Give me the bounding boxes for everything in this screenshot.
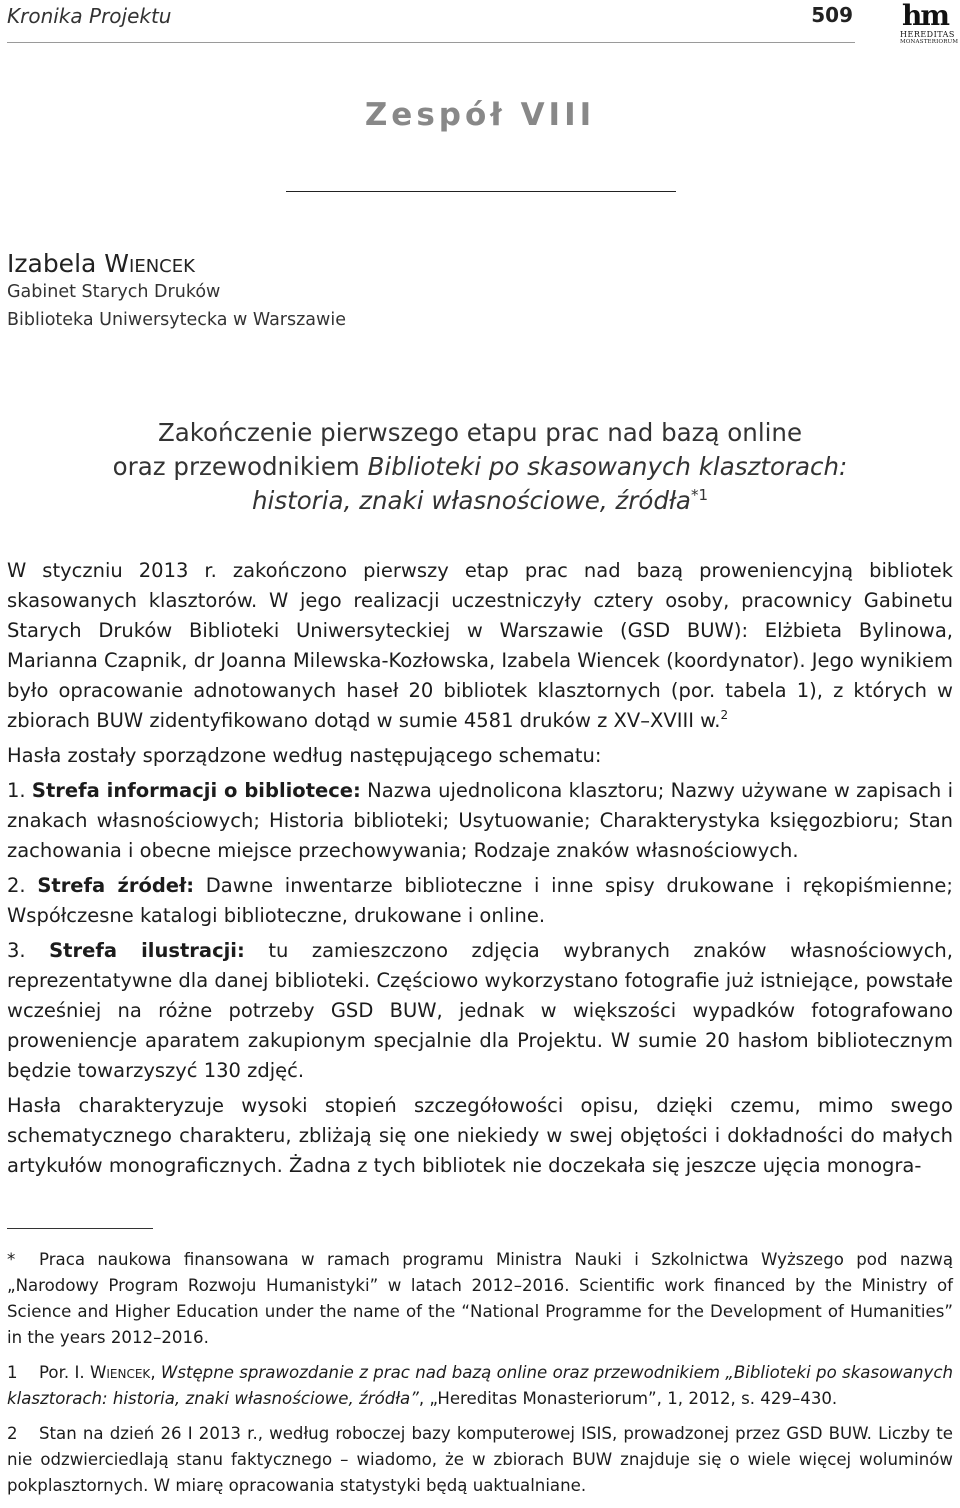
schema-item-2: 2. Strefa źródeł: Dawne inwentarze biblioteczne i inne spisy drukowane i rękopiśmienne; Współczesne katalogi biblioteczne, drukowane i online. — [7, 874, 953, 927]
footnote-divider — [7, 1228, 153, 1229]
logo-line-1: HEREDITAS — [900, 30, 955, 39]
hereditas-logo — [900, 2, 958, 46]
body-paragraph-1: W styczniu 2013 r. zakończono pierwszy etap prac nad bazą proweniencyjną bibliotek skasowanych klasztorów. W jego realizacji uczestniczyły cztery osoby, pracownicy Gabinetu Starych Druków Biblioteki Uniwersyteckiej w Warszawie (GSD BUW): Elżbieta Bylinowa, Marianna Czapnik, dr Joanna Milewska-Kozłowska, Izabela Wiencek (koordynator). Jego wynikiem było opracowanie adnotowanych haseł 20 bibliotek klasztornych (por. tabela 1), z których w zbiorach BUW zidentyfikowano dotąd w sumie 4581 druków z XV–XVIII w.$^2$ — [7, 559, 953, 732]
author-surname: Wiencek — [104, 249, 195, 278]
logo-line-2: MONASTERIORUM — [900, 39, 959, 45]
footnote-ref-2: 2 — [720, 708, 729, 722]
schema-item-3: 3. Strefa ilustracji: tu zamieszczono zdjęcia wybranych znaków własnościowych, reprezentatywne dla danej biblioteki. Częściowo wykorzystano fotografie już istniejące, powstałe wcześniej na różne potrzeby GSD BUW, jednak w większości wypadków fotografowano proweniencje aparatem zakupionym specjalnie dla Projektu. W sumie 20 hasłom bibliotecznym będzie towarzyszyć 130 zdjęć. — [7, 939, 953, 1082]
article-body — [7, 556, 953, 1186]
title-footnote-ref: *1 — [690, 486, 708, 504]
body-paragraph-3: Hasła charakteryzuje wysoki stopień szczegółowości opisu, dzięki czemu, mimo swego schematycznego charakteru, zbliżają się one niekiedy w swej objętości i dokładności do małych artykułów monograficznych. Żadna z tych bibliotek nie doczekała się jeszcze ujęcia monogra- — [7, 1094, 953, 1177]
body-paragraph-2: Hasła zostały sporządzone według następującego schematu: — [7, 744, 602, 767]
footnote-star: * Praca naukowa finansowana w ramach programu Ministra Nauki i Szkolnictwa Wyższego pod nazwą „Narodowy Program Rozwoju Humanistyki” w latach 2012–2016. Scientific work financed by the Ministry of Science and Higher Education under the name of the “National Programme for the Development of Humanities” in the years 2012–2016. — [7, 1250, 953, 1347]
footnote-2: 2 Stan na dzień 26 I 2013 r., według roboczej bazy komputerowej ISIS, prowadzonej przez GSD BUW. Liczby te nie odzwierciedlają stanu faktycznego – wiadomo, że w zbiorach BUW znajduje się o wiele więcej woluminów pokplasztornych. W miarę opracowania statystyki będą uaktualniane. — [7, 1424, 953, 1495]
section-divider — [286, 191, 676, 192]
running-title: Kronika Projektu — [7, 4, 172, 28]
schema-item-1: 1. Strefa informacji o bibliotece: Nazwa ujednolicona klasztoru; Nazwy używane w zapisach i znakach własnościowych; Historia biblioteki; Usytuowanie; Charakterystyka księgozbioru; Stan zachowania i obecne miejsce przechowywania; Rodzaje znaków własnościowych. — [7, 779, 953, 862]
logo-mark: hm — [902, 0, 948, 32]
page-number: 509 — [811, 3, 853, 27]
article-title-line-1: Zakończenie pierwszego etapu prac nad bazą online — [157, 418, 803, 447]
article-title-line-2: oraz przewodnikiem Biblioteki po skasowanych klasztorach: — [112, 452, 848, 481]
running-header — [7, 0, 855, 43]
affiliation-line-1: Gabinet Starych Druków — [7, 282, 221, 302]
author-first-name: Izabela — [7, 249, 97, 278]
footnote-1: 1 Por. I. Wiencek, Wstępne sprawozdanie z prac nad bazą online oraz przewodnikiem „Biblioteki po skasowanych klasztorach: historia, znaki własnościowe, źródła”, „Hereditas Monasteriorum”, 1, 2012, s. 429–430. — [7, 1363, 953, 1408]
article-title — [0, 416, 960, 518]
footnotes — [7, 1247, 953, 1508]
author-name — [7, 249, 195, 278]
article-title-line-3: historia, znaki własnościowe, źródła$^{*1}$ — [251, 486, 708, 515]
affiliation-line-2: Biblioteka Uniwersytecka w Warszawie — [7, 310, 346, 330]
section-title: Zespół VIII — [364, 97, 596, 133]
